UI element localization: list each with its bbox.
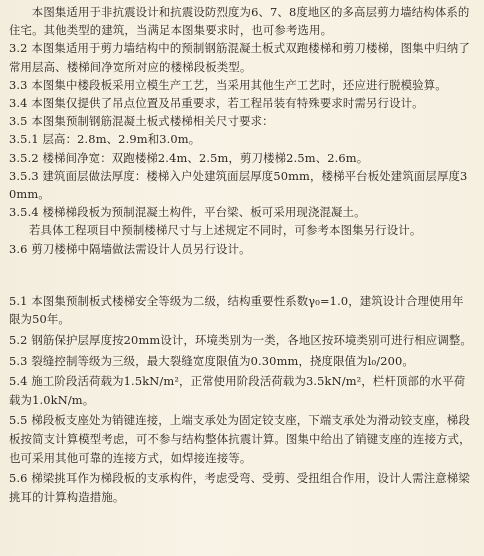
section-gap <box>9 258 474 292</box>
paragraph-5-2: 5.2 钢筋保护层厚度按20mm设计，环境类别为一类，各地区按环境类别可进行相应调整。 <box>9 333 472 348</box>
paragraph-note: 若具体工程项目中预制楼梯尺寸与上述规定不同时，可参考本图集另行设计。 <box>29 223 422 238</box>
paragraph-5-6: 5.6 梯梁挑耳作为梯段板的支承构件，考虑受弯、受剪、受扭组合作用，设计人需注意梯梁挑耳的计算构造措施。 <box>9 471 470 504</box>
paragraph-5-1: 5.1 本图集预制板式楼梯安全等级为二级，结构重要性系数γ₀=1.0，建筑设计合理使用年限为50年。 <box>9 293 464 327</box>
paragraph-5-5: 5.5 梯段板支座处为销键连接，上端支承处为固定铰支座，下端支承处为滑动铰支座，梯段板按简支计算模型考虑，可不参与结构整体抗震计算。图集中给出了销键支座的连接方式，也可采用其他可靠的连接方式，如焊接连接等。 <box>9 413 471 465</box>
section-applicability <box>9 3 474 258</box>
paragraph-3-4: 3.4 本图集仅提供了吊点位置及吊重要求，若工程吊装有特殊要求时需另行设计。 <box>9 96 424 111</box>
paragraph-3-5-1: 3.5.1 层高：2.8m、2.9m和3.0m。 <box>9 132 201 147</box>
paragraph-3-5-3: 3.5.3 建筑面层做法厚度：楼梯入户处建筑面层厚度50mm，楼梯平台板处建筑面层厚度30mm。 <box>9 168 468 202</box>
section-structural-design <box>9 292 474 507</box>
paragraph-3-3: 3.3 本图集中楼段板采用立模生产工艺，当采用其他生产工艺时，还应进行脱模验算。 <box>9 77 447 92</box>
paragraph-3-5: 3.5 本图集预制钢筋混凝土板式楼梯相关尺寸要求： <box>9 114 274 129</box>
paragraph-5-4: 5.4 施工阶段活荷载为1.5kN/m²，正常使用阶段活荷载为3.5kN/m²，栏杆顶部的水平荷载为1.0kN/m。 <box>9 374 466 407</box>
paragraph-3-2: 3.2 本图集适用于剪力墙结构中的预制钢筋混凝土板式双跑楼梯和剪刀楼梯，图集中归纳了常用层高、楼梯间净宽所对应的楼梯段板类型。 <box>9 41 470 74</box>
paragraph-5-3: 5.3 裂缝控制等级为三级，最大裂缝宽度限值为0.30mm，挠度限值为l₀/200。 <box>9 353 414 368</box>
paragraph-3-6: 3.6 剪刀楼梯中隔墙做法需设计人员另行设计。 <box>9 241 251 256</box>
paragraph-3-5-2: 3.5.2 楼梯间净宽：双跑楼梯2.4m、2.5m，剪刀楼梯2.5m、2.6m。 <box>9 150 369 165</box>
paragraph-intro: 本图集适用于非抗震设计和抗震设防烈度为6、7、8度地区的多高层剪力墙结构体系的住宅。其他类型的建筑，当满足本图集要求时，也可参考选用。 <box>9 5 470 38</box>
paragraph-3-5-4: 3.5.4 楼梯梯段板为预制混凝土构件，平台梁、板可采用现浇混凝土。 <box>9 205 366 220</box>
